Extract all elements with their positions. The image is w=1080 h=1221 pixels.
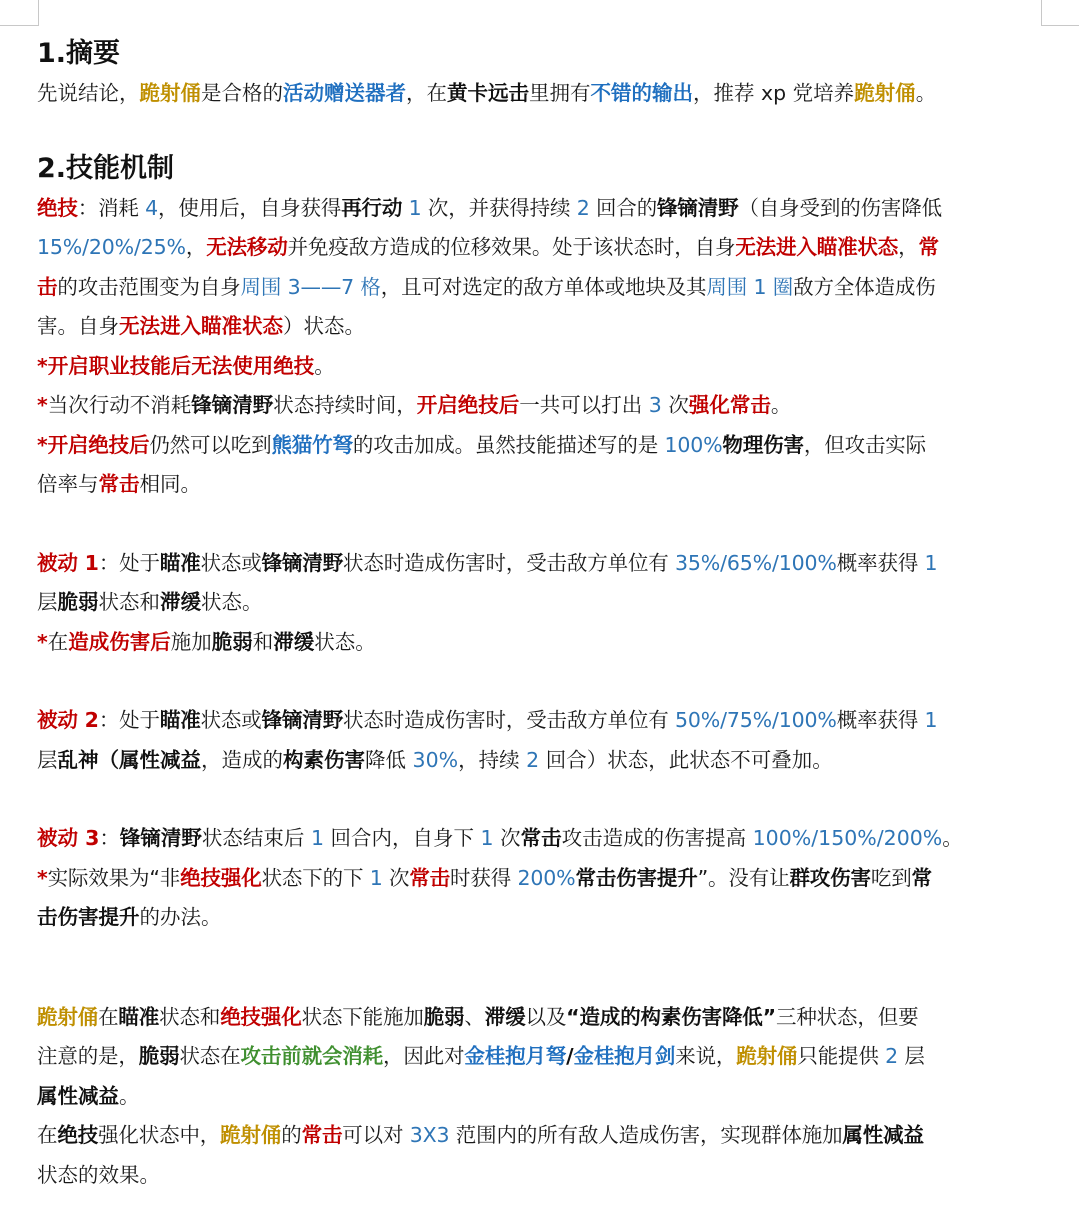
text: ，但攻击实际 bbox=[803, 432, 926, 457]
text: 只能提供 bbox=[797, 1044, 886, 1068]
number: 1 bbox=[924, 550, 938, 575]
status-name: 脆弱 bbox=[57, 590, 99, 614]
highlight: *开启绝技后 bbox=[37, 432, 150, 457]
text: ， bbox=[185, 235, 207, 259]
text: 。 bbox=[770, 393, 792, 417]
text: ：处于 bbox=[98, 550, 160, 575]
highlight: 不错的输出 bbox=[590, 81, 693, 105]
passive-1 bbox=[37, 544, 1045, 663]
unit-name: 跪射俑 bbox=[736, 1044, 798, 1068]
highlight: 绝技强化 bbox=[220, 1004, 302, 1029]
highlight: 常 bbox=[911, 865, 932, 890]
unit-name: 跪射俑 bbox=[854, 81, 916, 105]
text: ，且可对选定的敌方单体或地块及其 bbox=[380, 274, 707, 299]
note-line bbox=[37, 623, 1045, 663]
text-line bbox=[37, 898, 1045, 938]
item-name: 金桂抱月剑 bbox=[573, 1044, 676, 1068]
status-name: 锋镝清野 bbox=[119, 826, 202, 850]
skill-label: 被动 1 bbox=[37, 550, 99, 575]
status-name: 滞缓 bbox=[160, 590, 201, 614]
status-name: 瞄准 bbox=[159, 708, 201, 732]
highlight: 开启绝技后 bbox=[416, 393, 520, 417]
highlight: 击 bbox=[37, 274, 58, 299]
text: 当次行动不消耗 bbox=[47, 393, 192, 417]
text: 时获得 bbox=[450, 865, 518, 890]
number: 2 bbox=[885, 1044, 899, 1068]
text: ： bbox=[99, 826, 120, 850]
highlight: 属性减益 bbox=[842, 1123, 924, 1147]
status-name: 乱神（属性减益 bbox=[57, 747, 201, 772]
status-name: 瞄准 bbox=[118, 1004, 160, 1029]
note-mark: * bbox=[37, 865, 48, 890]
text: 范围内的所有敌人造成伤害，实现群体施加 bbox=[449, 1123, 843, 1147]
highlight: 击伤害提升 bbox=[37, 905, 140, 929]
text: 次 bbox=[493, 826, 521, 850]
number: 4 bbox=[145, 195, 159, 220]
text: 状态。 bbox=[314, 629, 376, 654]
text: 倍率与 bbox=[37, 472, 99, 496]
text-line bbox=[37, 701, 1045, 741]
text: 攻击造成的伤害提高 bbox=[561, 826, 753, 850]
text-line bbox=[37, 998, 1045, 1038]
section-title-skills: 2.技能机制 bbox=[37, 152, 175, 184]
spacer bbox=[37, 114, 1045, 149]
highlight: 常击伤害提升 bbox=[575, 865, 698, 890]
highlight: 属性减益 bbox=[37, 1083, 119, 1108]
text: 状态。 bbox=[201, 590, 263, 614]
text: 强化状态中， bbox=[98, 1123, 221, 1147]
spacer bbox=[37, 662, 1045, 701]
number: 3 bbox=[648, 393, 662, 417]
number: 100% bbox=[664, 432, 723, 457]
unit-name: 跪射俑 bbox=[37, 1004, 99, 1029]
text-line bbox=[37, 583, 1045, 623]
status-name: 锋镝清野 bbox=[191, 393, 274, 417]
text: 状态或 bbox=[200, 708, 262, 732]
text-line bbox=[37, 307, 1045, 347]
text: / bbox=[566, 1044, 574, 1068]
skill-label: 被动 2 bbox=[37, 708, 99, 732]
status-name: 锋镝清野 bbox=[261, 708, 344, 732]
highlight: 常击 bbox=[98, 472, 140, 496]
note-line bbox=[37, 426, 1045, 466]
text: （自身受到的伤害降低 bbox=[738, 195, 942, 220]
number: 1 bbox=[924, 708, 938, 732]
number: 2 bbox=[526, 747, 540, 772]
status-name: 锋镝清野 bbox=[657, 195, 739, 220]
text: 回合）状态，此状态不可叠加。 bbox=[539, 747, 833, 772]
number: 3X3 bbox=[409, 1123, 450, 1147]
text: 。 bbox=[942, 826, 963, 850]
text-line bbox=[37, 189, 1045, 229]
text: 。 bbox=[119, 1083, 140, 1108]
text-line bbox=[37, 1116, 1045, 1156]
text: ，因此对 bbox=[382, 1044, 465, 1068]
text: 回合的 bbox=[589, 195, 658, 220]
text: 状态和 bbox=[98, 590, 160, 614]
highlight: 攻击前就会消耗 bbox=[240, 1044, 383, 1068]
number: 30% bbox=[412, 747, 459, 772]
text: 先说结论， bbox=[37, 81, 140, 105]
number: 2 bbox=[576, 195, 590, 220]
text: 层 bbox=[37, 590, 58, 614]
unit-name: 跪射俑 bbox=[220, 1123, 282, 1147]
text-line bbox=[37, 268, 1045, 308]
highlight: 常击 bbox=[409, 865, 451, 890]
status-name: 锋镝清野 bbox=[261, 550, 344, 575]
text: 次 bbox=[382, 865, 410, 890]
text: 层 bbox=[37, 747, 58, 772]
number: 15%/20%/25% bbox=[37, 235, 186, 259]
text: 害。自身 bbox=[37, 314, 119, 338]
text: ”。没有让 bbox=[697, 865, 790, 890]
text: 相同。 bbox=[139, 472, 201, 496]
summary-block bbox=[37, 998, 1045, 1196]
status-name: 脆弱 bbox=[138, 1044, 180, 1068]
spacer bbox=[37, 938, 1045, 998]
number: 100%/150%/200% bbox=[752, 826, 943, 850]
highlight: 无法进入瞄准状态 bbox=[735, 235, 899, 259]
text: 是合格的 bbox=[201, 81, 283, 105]
text: 的攻击加成。虽然技能描述写的是 bbox=[352, 432, 665, 457]
page-corner-marker-left bbox=[38, 0, 39, 26]
highlight: 构素伤害 bbox=[283, 747, 365, 772]
text: 的 bbox=[281, 1123, 302, 1147]
text: 并免疫敌方造成的位移效果。处于该状态时，自身 bbox=[287, 235, 736, 259]
number: 周围 3——7 格 bbox=[240, 274, 381, 299]
text: 状态持续时间， bbox=[273, 393, 417, 417]
text-line bbox=[37, 228, 1045, 268]
text: 概率获得 bbox=[836, 708, 925, 732]
skill-label: 绝技 bbox=[37, 195, 78, 220]
note-mark: * bbox=[37, 393, 48, 417]
highlight: 黄卡远击 bbox=[447, 81, 529, 105]
text-line bbox=[37, 741, 1045, 781]
page-corner-marker-right bbox=[1041, 0, 1042, 26]
text: 次 bbox=[661, 393, 689, 417]
note-line bbox=[37, 386, 1045, 426]
number: 50%/75%/100% bbox=[675, 708, 837, 732]
text: 可以对 bbox=[342, 1123, 410, 1147]
highlight: *开启职业技能后无法使用绝技 bbox=[37, 353, 315, 378]
note-mark: * bbox=[37, 629, 48, 654]
text: 状态下能施加 bbox=[301, 1004, 424, 1029]
text: 状态结束后 bbox=[201, 826, 311, 850]
text: 的攻击范围变为自身 bbox=[57, 274, 241, 299]
text: 以及 bbox=[525, 1004, 567, 1029]
text: 实际效果为“非 bbox=[47, 865, 181, 890]
text: 在 bbox=[47, 629, 69, 654]
text: ：消耗 bbox=[77, 195, 146, 220]
text: 里拥有 bbox=[529, 81, 591, 105]
highlight: 无法移动 bbox=[206, 235, 288, 259]
number: 周围 1 圈 bbox=[706, 274, 794, 299]
status-name: 滞缓 bbox=[273, 629, 315, 654]
status-name: 滞缓 bbox=[484, 1004, 526, 1029]
text: ，持续 bbox=[458, 747, 527, 772]
status-name: 脆弱 bbox=[423, 1004, 465, 1029]
text: ， bbox=[898, 235, 919, 259]
highlight: 群攻伤害 bbox=[789, 865, 871, 890]
skill-label: 被动 3 bbox=[37, 826, 100, 850]
item-name: 金桂抱月弩 bbox=[464, 1044, 567, 1068]
note-line bbox=[37, 465, 1045, 505]
unit-name: 跪射俑 bbox=[139, 81, 201, 105]
highlight: 常 bbox=[918, 235, 939, 259]
highlight: 物理伤害 bbox=[722, 432, 804, 457]
text-line bbox=[37, 1156, 1045, 1196]
text: 、 bbox=[464, 1004, 485, 1029]
text: 在 bbox=[37, 1123, 58, 1147]
number: 1 bbox=[480, 826, 494, 850]
text: 在 bbox=[98, 1004, 119, 1029]
text: 三种状态，但要 bbox=[775, 1004, 919, 1029]
text: 来说， bbox=[675, 1044, 737, 1068]
highlight: 常击 bbox=[301, 1123, 343, 1147]
text: 的办法。 bbox=[139, 905, 222, 929]
highlight: 无法进入瞄准状态 bbox=[119, 314, 283, 338]
note-line bbox=[37, 859, 1045, 899]
text: 敌方全体造成伤 bbox=[793, 274, 936, 299]
text: 注意的是， bbox=[37, 1044, 139, 1068]
summary-paragraph bbox=[37, 74, 1045, 114]
highlight: 绝技 bbox=[57, 1123, 99, 1147]
spacer bbox=[37, 505, 1045, 544]
text: 概率获得 bbox=[836, 550, 925, 575]
text-line bbox=[37, 819, 1045, 859]
text: ，推荐 xp 党培养 bbox=[693, 81, 855, 105]
note-line bbox=[37, 347, 1045, 387]
text-line bbox=[37, 1077, 1045, 1117]
passive-2 bbox=[37, 701, 1045, 780]
text: 状态在 bbox=[179, 1044, 241, 1068]
text-line bbox=[37, 1037, 1045, 1077]
text: 一共可以打出 bbox=[519, 393, 649, 417]
number: 1 bbox=[408, 195, 422, 220]
text: 和 bbox=[252, 629, 274, 654]
text: 施加 bbox=[170, 629, 212, 654]
highlight: 再行动 bbox=[341, 195, 403, 220]
text: 次，并获得持续 bbox=[421, 195, 577, 220]
number: 1 bbox=[310, 826, 324, 850]
highlight: 常击 bbox=[520, 826, 562, 850]
text: 状态和 bbox=[159, 1004, 221, 1029]
text: ，在 bbox=[406, 81, 447, 105]
text: ：处于 bbox=[98, 708, 160, 732]
text: 状态或 bbox=[200, 550, 262, 575]
text: 状态下的下 bbox=[261, 865, 370, 890]
text: 吃到 bbox=[870, 865, 912, 890]
text-line bbox=[37, 544, 1045, 584]
text: ，造成的 bbox=[201, 747, 283, 772]
section-title-summary: 1.摘要 bbox=[37, 38, 121, 69]
text: ）状态。 bbox=[283, 314, 365, 338]
number: 35%/65%/100% bbox=[675, 550, 837, 575]
ult-description bbox=[37, 189, 1045, 347]
passive-3 bbox=[37, 819, 1045, 938]
text: 状态时造成伤害时，受击敌方单位有 bbox=[343, 550, 676, 575]
highlight: 绝技强化 bbox=[180, 865, 262, 890]
text: 。 bbox=[915, 81, 937, 105]
document-body bbox=[37, 34, 1045, 1195]
text: 仍然可以吃到 bbox=[149, 432, 272, 457]
spacer bbox=[37, 780, 1045, 819]
item-name: 熊猫竹弩 bbox=[271, 432, 353, 457]
status-name: 脆弱 bbox=[211, 629, 253, 654]
text: 降低 bbox=[365, 747, 413, 772]
text: 状态的效果。 bbox=[37, 1162, 160, 1187]
text: ，使用后，自身获得 bbox=[158, 195, 342, 220]
highlight: 造成伤害后 bbox=[68, 629, 171, 654]
text: 层 bbox=[898, 1044, 925, 1068]
text: 回合内，自身下 bbox=[323, 826, 481, 850]
text: 状态时造成伤害时，受击敌方单位有 bbox=[343, 708, 676, 732]
highlight: 活动赠送器者 bbox=[283, 81, 406, 105]
number: 1 bbox=[369, 865, 383, 890]
number: 200% bbox=[517, 865, 576, 890]
highlight: “造成的构素伤害降低” bbox=[566, 1004, 776, 1029]
text: 。 bbox=[314, 353, 335, 378]
status-name: 瞄准 bbox=[159, 550, 201, 575]
highlight: 强化常击 bbox=[688, 393, 771, 417]
ult-notes bbox=[37, 347, 1045, 505]
